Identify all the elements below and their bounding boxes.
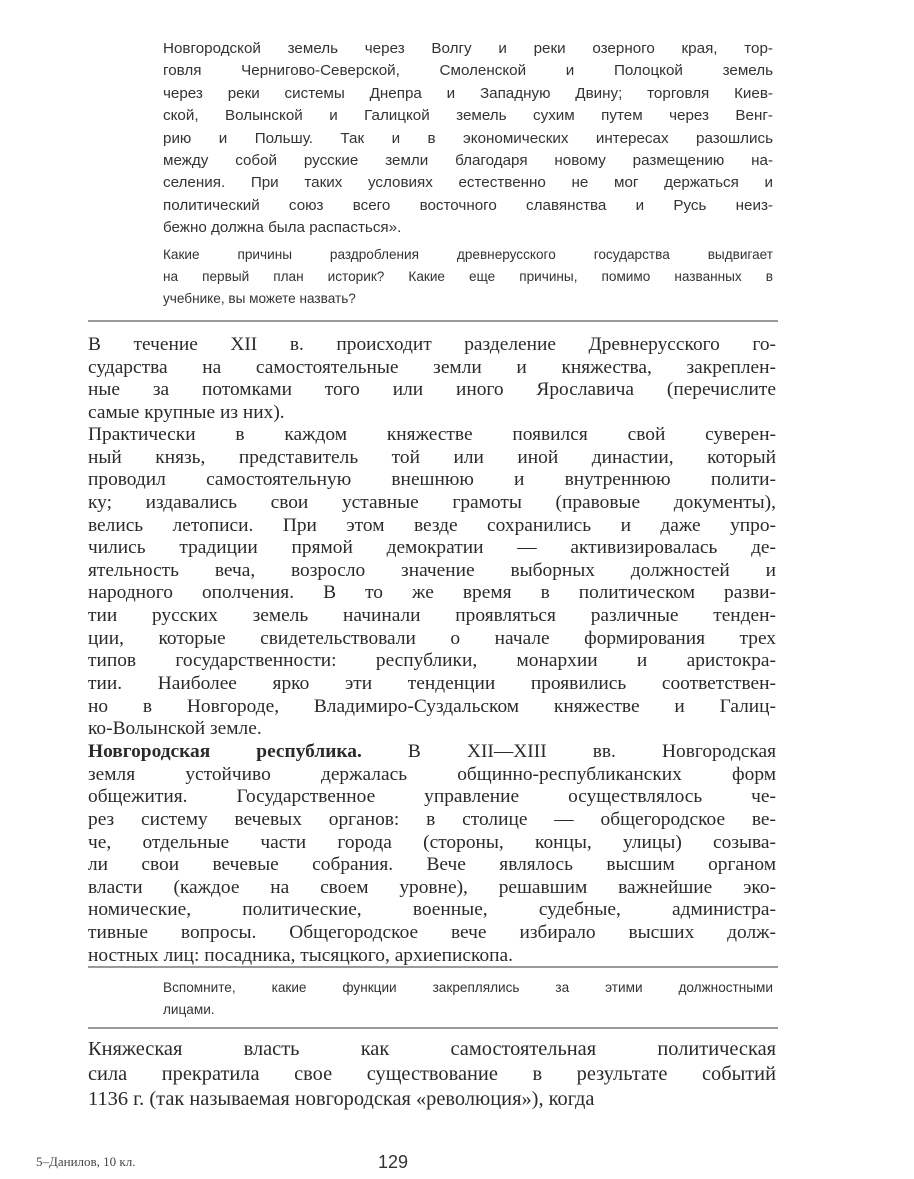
divider <box>88 966 778 968</box>
question-block <box>163 244 773 310</box>
text-line: ку; издавались свои уставные грамоты (правовые документы), <box>88 491 776 513</box>
text-line: че, отдельные части города (стороны, концы, улицы) созыва- <box>88 831 776 853</box>
text-line: власти (каждое на своем уровне), решавшим важнейшие эко- <box>88 876 776 898</box>
text-line: ции, которые свидетельствовали о начале формирования трех <box>88 627 776 649</box>
text-line: Вспомните, какие функции закреплялись за этими должностными <box>163 980 773 995</box>
text-line: Практически в каждом княжестве появился свой суверен- <box>88 424 776 445</box>
text-line: общежития. Государственное управление осуществлялось че- <box>88 786 776 808</box>
text-line: учебнике, вы можете назвать? <box>163 291 356 306</box>
text-line: Новгородской земель через Волгу и реки озерного края, тор- <box>163 40 773 57</box>
text-line: сударства на самостоятельные земли и княжества, закреплен- <box>88 356 776 378</box>
text-line: ные за потомками того или иного Ярославича (перечислите <box>88 379 776 401</box>
text-line: земля устойчиво держалась общинно-республиканских форм <box>88 763 776 785</box>
paragraph-4 <box>88 1037 776 1112</box>
section-heading: Новгородская республика. <box>88 741 362 762</box>
text-line: тивные вопросы. Общегородское вече избирало высших долж- <box>88 922 776 944</box>
text-line: между собой русские земли благодаря новому размещению на- <box>163 151 773 169</box>
text-line <box>88 741 776 764</box>
text: В XII—XIII вв. Новгородская <box>361 741 776 762</box>
text-line: рию и Польшу. Так и в экономических интересах разошлись <box>163 129 773 147</box>
text-line: лицами. <box>163 1002 215 1017</box>
text-line: тии. Наиболее ярко эти тенденции проявились соответствен- <box>88 673 776 695</box>
text-line: 1136 г. (так называемая новгородская «революция»), когда <box>88 1088 595 1110</box>
text-line: политический союз всего восточного славянства и Русь неиз- <box>163 196 773 214</box>
note-block <box>163 977 773 1021</box>
text-line: селения. При таких условиях естественно не мог держаться и <box>163 174 773 192</box>
text-line: говля Чернигово-Северской, Смоленской и Полоцкой земель <box>163 62 773 80</box>
text-line: велись летописи. При этом везде сохранились и даже упро- <box>88 514 776 536</box>
text-line: проводил самостоятельную внешнюю и внутреннюю полити- <box>88 469 776 491</box>
text-line: самые крупные из них). <box>88 401 285 423</box>
paragraph-1 <box>88 334 776 425</box>
text-line: сила прекратила свое существование в результате событий <box>88 1063 776 1085</box>
text-line: ятельность веча, возросло значение выборных должностей и <box>88 559 776 581</box>
text-line: чились традиции прямой демократии — активизировалась де- <box>88 537 776 559</box>
text-line: ли свои вечевые собрания. Вече являлось высшим органом <box>88 854 776 876</box>
quote-block <box>163 38 773 240</box>
divider <box>88 320 778 322</box>
text-line: номические, политические, военные, судебные, администра- <box>88 899 776 921</box>
text-line: ностных лиц: посадника, тысяцкого, архиепископа. <box>88 944 514 966</box>
paragraph-3 <box>88 741 776 967</box>
text-line: но в Новгороде, Владимиро-Суздальском княжестве и Галиц- <box>88 695 776 717</box>
paragraph-2 <box>88 424 776 741</box>
text-line: тии русских земель начинали проявляться различные тенден- <box>88 605 776 627</box>
text-line: бежно должна была распасться». <box>163 219 402 237</box>
text-line: Какие причины раздробления древнерусского государства выдвигает <box>163 247 773 262</box>
text-line: ный князь, представитель той или иной династии, который <box>88 446 776 468</box>
text-line: ской, Волынской и Галицкой земель сухим путем через Венг- <box>163 107 773 125</box>
text-line: типов государственности: республики, монархии и аристокра- <box>88 650 776 672</box>
text-line: В течение XII в. происходит разделение Древнерусского го- <box>88 334 776 355</box>
text-line: Княжеская власть как самостоятельная политическая <box>88 1038 776 1060</box>
page-number: 129 <box>378 1152 409 1172</box>
divider <box>88 1027 778 1029</box>
text-line: ко-Волынской земле. <box>88 718 262 740</box>
text-line: через реки системы Днепра и Западную Двину; торговля Киев- <box>163 84 773 102</box>
footer-signature: 5–Данилов, 10 кл. <box>36 1154 136 1169</box>
text-line: рез систему вечевых органов: в столице — общегородское ве- <box>88 808 776 830</box>
text-line: на первый план историк? Какие еще причины, помимо названных в <box>163 269 773 284</box>
text-line: народного ополчения. В то же время в политическом разви- <box>88 582 776 604</box>
